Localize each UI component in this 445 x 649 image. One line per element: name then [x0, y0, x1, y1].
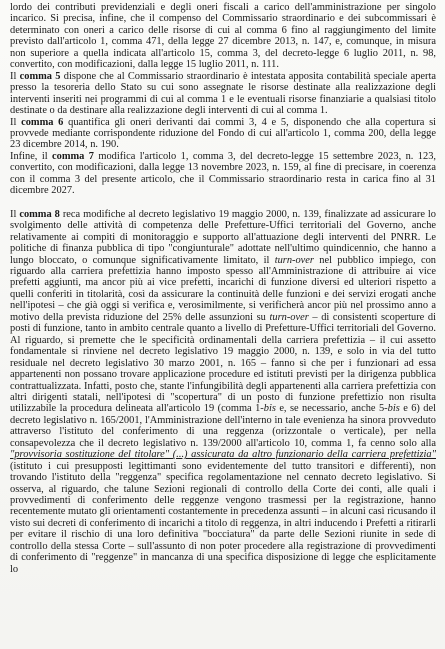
text-segment: e, se necessario, anche 5- [275, 403, 388, 415]
bis-term: bis [387, 403, 400, 415]
paragraph-comma-8 [10, 209, 436, 576]
paragraph-compenso [10, 2, 436, 71]
text-segment: (istituto i cui presupposti legittimanti sono evidentemente del tutto transitori e differenti), non trovando l'istituto della "reggenza" specifica regolamentazione nel cennato decreto legislativo. Si osserva, al riguardo, che talune Sezioni regionali di controllo della Corte dei conti, alle quali i provvedimenti di conferimento delle reggenze vengono trasmessi per la registrazione, hanno recentemente mutato gli orientamenti costantemente in precedenza assunti – in alcuni casi ricusando il visto sui decreti di conferimento di incarichi a titolo di reggenza, in altri inducendo i Prefetti a ritirarli per evitare il rischio di una loro definitiva "bocciatura" da parte delle Sezioni riunite in sede di controllo della stessa Corte – sull'assunto di non poter procedere alla registrazione di provvedimenti di conferimento di "reggenze" in mancanza di una specifica disposizione di legge che esplicitamente lo [10, 460, 436, 575]
turn-over-term: turn-over [274, 254, 314, 266]
quoted-provision: "provvisoria sostituzione del titolare" (...) assicurata da altro funzionario della carriera prefettizia" [10, 449, 436, 461]
text-segment: Il [10, 208, 20, 220]
paragraph-comma-7 [10, 151, 436, 197]
text-segment: Il [10, 116, 22, 128]
text-segment: quantifica gli oneri derivanti dai commi 3, 4 e 5, disponendo che alla copertura si provvede mediante corrispondente riduzione del Fondo di cui all'articolo 1, comma 200, della legge 23 dicembre 2014, n. 190. [10, 116, 437, 151]
text-segment: lordo dei contributi previdenziali e degli oneri fiscali a carico dell'amministrazione per singolo incarico. Si precisa, infine, che il compenso del Commissario straordinario e dei subcommissari è determinato con oneri a carico delle risorse di cui al comma 6 fino al raggiungimento del limite previsto dall'articolo 1, comma 471, della legge 27 dicembre 2013, n. 147, e, comunque, in misura non superiore a quella indicata all'articolo 15, comma 3, del decreto-legge 6 luglio 2011, n. 98, convertito, con modificazioni, dalla legge 15 luglio 2011, n. 111. [10, 2, 436, 71]
paragraph-comma-5 [10, 71, 436, 117]
bis-term: bis [263, 403, 276, 415]
comma-6-label: comma 6 [21, 116, 64, 128]
text-segment: – di consistenti scoperture di posti di funzione, tanto in ambito centrale quanto a livello di Prefetture-Uffici territoriali del Governo. Al riguardo, si premette che le specificità ordinamentali della carriera prefettizia – il cui assetto fondamentale si rinviene nel decreto legislativo 19 maggio 2000, n. 139, e solo in via del tutto residuale nel decreto legislativo 30 marzo 2001, n. 165 – fanno sì che per i funzionari ad essa appartenenti non possano trovare applicazione procedure ed istituti previsti per la dirigenza pubblica contrattualizzata. Infatti, posto che, stante l'infungibilità degli appartenenti alla carriera prefettizia con altri dirigenti statali, nell'ipotesi di "scopertura" di un posto di funzione prefettizio non risulta utilizzabile la procedura delineata all'articolo 19 (comma 1- [10, 311, 436, 415]
text-segment: reca modifiche al decreto legislativo 19 maggio 2000, n. 139, finalizzate ad assicurare lo svolgimento delle attività di competenza delle Prefetture-Uffici territoriali del Governo, anche relativamente ai compiti di monitoraggio e supporto all'attuazione degli interventi del PNRR. Le politiche di finanza pubblica di tipo "congiunturale" adottate nell'ultimo quindicennio, che hanno a lungo bloccato, o comunque significativamente limitato, il [10, 208, 437, 266]
text-segment: Il [10, 70, 20, 82]
text-segment: Infine, il [10, 150, 53, 162]
turn-over-term: turn-over [269, 311, 309, 323]
text-segment: nel pubblico impiego, con riguardo alla carriera prefettizia hanno imposto spesso all'Amministrazione di attribuire ai vice prefetti aggiunti, ma ancor più ai vice prefetti, incarichi di funzione diversi ed ulteriori rispetto a quelli conferiti in titolarità, così da assicurare la continuità delle funzioni e dei servizi erogati anche nell'ipotesi – che già oggi si verifica e, verosimilmente, si verificherà ancor più nel prossimo anno a motivo della prevista riduzione del 25% delle assunzioni su [10, 254, 436, 323]
paragraph-comma-6 [10, 117, 436, 151]
comma-8-label: comma 8 [19, 208, 60, 220]
text-segment: dispone che al Commissario straordinario è intestata apposita contabilità speciale aperta presso la tesoreria dello Stato su cui sono assegnate le risorse destinate alla realizzazione degli interventi inseriti nei programmi di cui al comma 1 e le eventuali risorse finanziarie a qualsiasi titolo destinate o da destinare alla realizzazione degli interventi di cui al comma 1. [10, 70, 436, 117]
comma-7-label: comma 7 [52, 150, 94, 162]
text-segment: modifica l'articolo 1, comma 3, del decreto-legge 15 settembre 2023, n. 123, convertito, con modificazioni, dalla legge 13 novembre 2023, n. 159, al fine di precisare, in coerenza con il comma 3 del presente articolo, che il Commissario straordinario resta in carica fino al 31 dicembre 2027. [10, 150, 436, 197]
text-segment: e 6) del decreto legislativo n. 165/2001, l'Amministrazione dell'interno in tale evenienza ha sinora provveduto attraverso l'istituto del conferimento di una reggenza (orizzontale o verticale), per nella consapevolezza che il decreto legislativo n. 139/2000 all'articolo 10, comma 1, fa cenno solo alla [10, 403, 436, 449]
comma-5-label: comma 5 [19, 70, 61, 82]
